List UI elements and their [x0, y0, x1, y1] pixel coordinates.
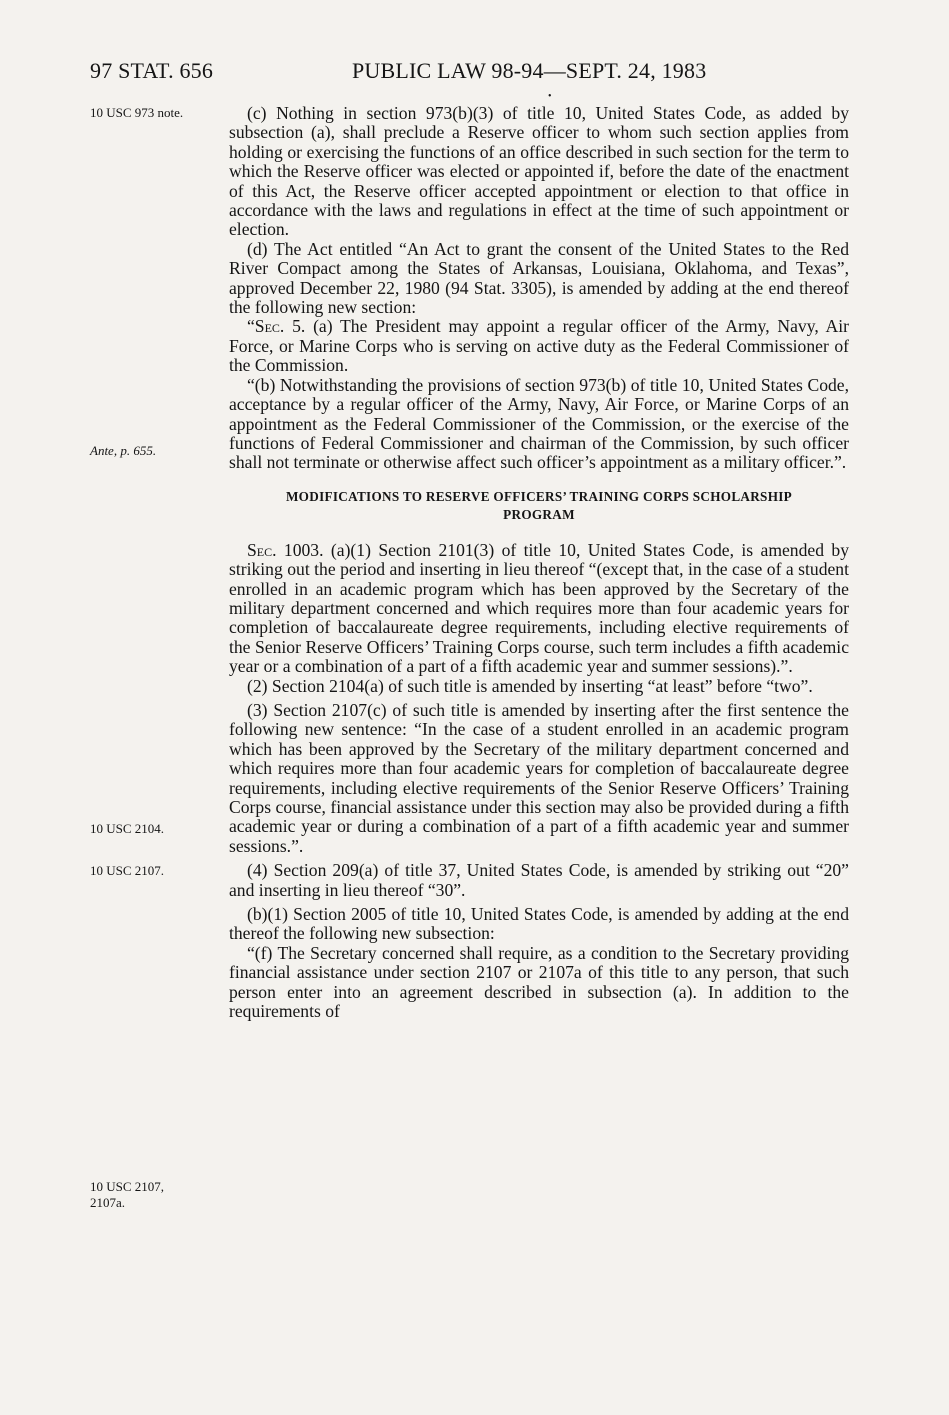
paragraph-d: (d) The Act entitled “An Act to grant the consent of the United States to the Red River Compact among the States of Arkansas, Louisiana, Oklahoma, and Texas”, approved December 22, 1980 (94 Stat. 3305), is amended by adding at the end thereof the following new section: — [229, 238, 849, 318]
paragraph-3: (3) Section 2107(c) of such title is amended by inserting after the first sentence the following new sentence: “In the case of a student enrolled in an academic program which has been approved by the Secretary of the military department concerned and which requires more than four academic years for completion of baccalaureate degree requirements, including elective requirements of the Senior Reserve Officers’ Training Corps course, financial assistance under this section may also be provided during a fifth academic year or during a combination of a part of a fifth academic year and summer sessions.”. — [229, 699, 849, 856]
paragraph-2: (2) Section 2104(a) of such title is amended by inserting “at least” before “two”. — [247, 675, 813, 696]
stat-page-number: 97 STAT. 656 — [90, 58, 214, 83]
paragraph-b: “(b) Notwithstanding the provisions of section 973(b) of title 10, United States Code, acceptance by a regular officer of the Army, Navy, Air Force, or Marine Corps of an appointment as the Federal Commissioner of the Commission, or the exercise of the functions of Federal Commissioner and chairman of the Commission, by such officer shall not terminate or otherwise affect such officer’s appointment as a military officer.”. — [229, 374, 849, 473]
paragraph-sec-1003 — [229, 541, 849, 677]
section-label: “Sec. — [247, 316, 285, 337]
margin-note-10-usc-2107-2107a: 10 USC 2107, 2107a. — [90, 1179, 165, 1210]
section-label: Sec. — [247, 539, 277, 560]
paragraph-f: “(f) The Secretary concerned shall require, as a condition to the Secretary providing financial assistance under section 2107 or 2107a of this title to any person, that such person enter into an agreement described in subsection (a). In addition to the requirements of — [229, 942, 849, 1022]
margin-note-10-usc-2104: 10 USC 2104. — [90, 821, 165, 836]
paragraph-b1: (b)(1) Section 2005 of title 10, United States Code, is amended by adding at the end thereof the following new subsection: — [229, 904, 849, 944]
header-dot-mark: • — [548, 91, 552, 102]
paragraph-sec-5 — [229, 317, 849, 375]
margin-note-ante: Ante, p. 655. — [90, 443, 157, 458]
paragraph-4: (4) Section 209(a) of title 37, United States Code, is amended by striking out “20” and inserting in lieu thereof “30”. — [229, 860, 849, 900]
margin-note-10-usc-2107: 10 USC 2107. — [90, 863, 165, 878]
public-law-title: PUBLIC LAW 98-94—SEPT. 24, 1983 — [352, 58, 707, 83]
section-heading: MODIFICATIONS TO RESERVE OFFICERS’ TRAINING CORPS SCHOLARSHIP PROGRAM — [285, 488, 793, 522]
law-body-text — [229, 104, 849, 1021]
paragraph-sec-5-text: 5. (a) The President may appoint a regular officer of the Army, Navy, Air Force, or Marine Corps who is serving on active duty as the Federal Commissioner of the Commission. — [229, 316, 849, 376]
margin-note-10-usc-973: 10 USC 973 note. — [90, 105, 184, 120]
paragraph-c: (c) Nothing in section 973(b)(3) of title 10, United States Code, as added by subsection (a), shall preclude a Reserve officer to whom such section applies from holding or exercising the functions of an office described in such section for the term to which the Reserve officer was elected or appointed if, before the date of the enactment of this Act, the Reserve officer accepted appointment or election to that office in accordance with the laws and regulations in effect at the time of such appointment or election. — [229, 103, 849, 240]
paragraph-sec-1003-text: 1003. (a)(1) Section 2101(3) of title 10, United States Code, is amended by striking out the period and inserting in lieu thereof “(except that, in the case of a student enrolled in an academic program which has been approved by the Secretary of the military department concerned and which requires more than four academic years for completion of baccalaureate degree requirements, including elective requirements of the Senior Reserve Officers’ Training Corps course, such term includes a fifth academic year or a combination of a part of a fifth academic year and summer sessions).”. — [229, 539, 849, 677]
page-header — [90, 58, 850, 88]
